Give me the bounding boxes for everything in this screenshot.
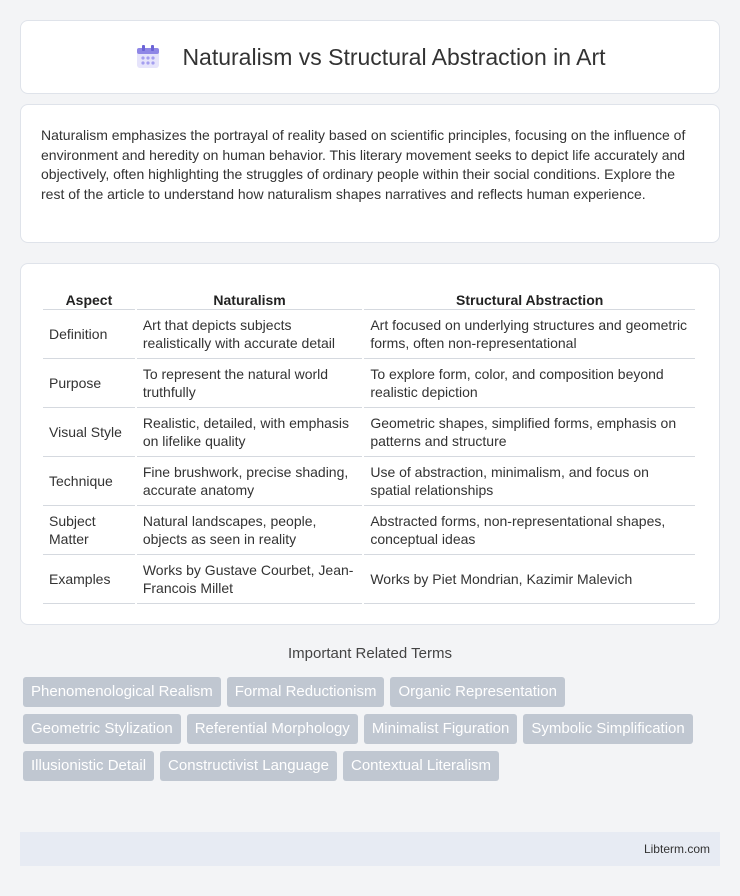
footer xyxy=(20,832,720,866)
related-term-tag[interactable]: Formal Reductionism xyxy=(227,677,385,707)
row-structural-cell: Abstracted forms, non-representational shapes, conceptual ideas xyxy=(364,506,695,555)
footer-site-link[interactable]: Libterm.com xyxy=(643,842,710,856)
row-structural-cell: Geometric shapes, simplified forms, emphasis on patterns and structure xyxy=(364,408,695,457)
related-term-tag[interactable]: Symbolic Simplification xyxy=(523,714,692,744)
intro-paragraph: Naturalism emphasizes the portrayal of reality based on scientific principles, focusing on the influence of environment and heredity on human behavior. This literary movement seeks to depict life accurately and objectively, often highlighting the struggles of ordinary people within their social conditions. Explore the rest of the article to understand how naturalism shapes narratives and reflects human experience. xyxy=(41,127,686,202)
related-terms-list xyxy=(23,677,723,781)
related-term-tag[interactable]: Constructivist Language xyxy=(160,751,337,781)
related-term-tag[interactable]: Contextual Literalism xyxy=(343,751,499,781)
related-term-tag[interactable]: Illusionistic Detail xyxy=(23,751,154,781)
page-title: Naturalism vs Structural Abstraction in Art xyxy=(182,43,606,70)
table-header-row xyxy=(43,284,695,310)
table-row xyxy=(43,310,695,359)
comparison-table-card xyxy=(20,263,720,625)
header-naturalism: Naturalism xyxy=(137,284,363,310)
related-terms-heading: Important Related Terms xyxy=(288,645,452,662)
title-card xyxy=(20,20,720,94)
related-term-tag[interactable]: Organic Representation xyxy=(390,677,564,707)
row-structural-cell: To explore form, color, and composition beyond realistic depiction xyxy=(364,359,695,408)
row-structural-cell: Art focused on underlying structures and geometric forms, often non-representational xyxy=(364,310,695,359)
row-naturalism-cell: Natural landscapes, people, objects as seen in reality xyxy=(137,506,363,555)
table-row xyxy=(43,506,695,555)
header-aspect: Aspect xyxy=(43,284,135,310)
table-row xyxy=(43,359,695,408)
row-aspect-cell: Technique xyxy=(43,457,135,506)
intro-card xyxy=(20,104,720,243)
related-term-tag[interactable]: Geometric Stylization xyxy=(23,714,181,744)
row-aspect-cell: Subject Matter xyxy=(43,506,135,555)
header-structural-abstraction: Structural Abstraction xyxy=(364,284,695,310)
table-row xyxy=(43,555,695,604)
row-aspect-cell: Examples xyxy=(43,555,135,604)
row-naturalism-cell: Fine brushwork, precise shading, accurate anatomy xyxy=(137,457,363,506)
row-naturalism-cell: Art that depicts subjects realistically with accurate detail xyxy=(137,310,363,359)
row-structural-cell: Use of abstraction, minimalism, and focus on spatial relationships xyxy=(364,457,695,506)
related-term-tag[interactable]: Phenomenological Realism xyxy=(23,677,221,707)
comparison-table xyxy=(41,284,697,604)
row-naturalism-cell: To represent the natural world truthfully xyxy=(137,359,363,408)
table-row xyxy=(43,408,695,457)
row-aspect-cell: Visual Style xyxy=(43,408,135,457)
row-naturalism-cell: Realistic, detailed, with emphasis on lifelike quality xyxy=(137,408,363,457)
calendar-icon xyxy=(134,43,162,71)
related-term-tag[interactable]: Minimalist Figuration xyxy=(364,714,518,744)
row-aspect-cell: Purpose xyxy=(43,359,135,408)
table-row xyxy=(43,457,695,506)
related-term-tag[interactable]: Referential Morphology xyxy=(187,714,358,744)
row-aspect-cell: Definition xyxy=(43,310,135,359)
row-structural-cell: Works by Piet Mondrian, Kazimir Malevich xyxy=(364,555,695,604)
row-naturalism-cell: Works by Gustave Courbet, Jean-Francois Millet xyxy=(137,555,363,604)
